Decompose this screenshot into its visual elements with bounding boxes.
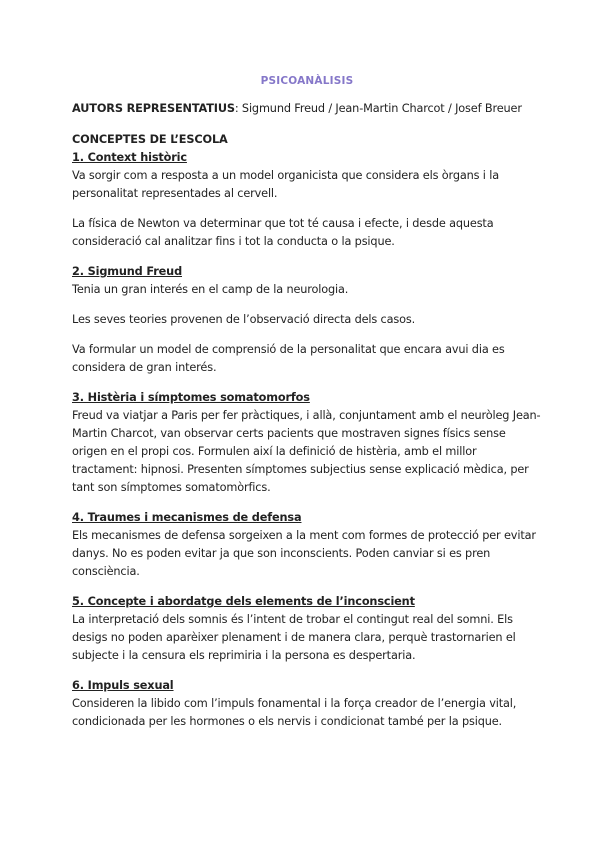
section-paragraph: Consideren la libido com l’impuls fonamental i la força creador de l’energia vital, condicionada per les hormones o els nervis i condicionat també per la psique.	[72, 697, 517, 728]
section-title-freud: 2. Sigmund Freud	[72, 265, 183, 278]
concepts-heading: CONCEPTES DE L’ESCOLA	[72, 133, 228, 146]
authors-line	[72, 100, 542, 118]
section-title-trauma: 4. Traumes i mecanismes de defensa	[72, 511, 302, 524]
section-title-sexual-impulse: 6. Impuls sexual	[72, 679, 174, 692]
section-paragraph: Els mecanismes de defensa sorgeixen a la ment com formes de protecció per evitar danys. No es poden evitar ja que son inconscients. Poden canviar si es pren consciència.	[72, 529, 536, 578]
section-paragraph: Va formular un model de comprensió de la personalitat que encara avui dia es considera de gran interés.	[72, 343, 505, 374]
section-title-unconscious: 5. Concepte i abordatge dels elements de l’inconscient	[72, 595, 415, 608]
section-paragraph: Tenia un gran interés en el camp de la neurologia.	[72, 283, 349, 296]
section-title-context: 1. Context històric	[72, 151, 187, 164]
section-paragraph: Les seves teories provenen de l’observació directa dels casos.	[72, 313, 416, 326]
document-title: PSICOANÀLISIS	[260, 75, 354, 87]
section-paragraph: Va sorgir com a resposta a un model organicista que considera els òrgans i la personalitat representades al cervell.	[72, 169, 499, 200]
authors-separator: :	[234, 102, 239, 115]
section-paragraph: La interpretació dels somnis és l’intent de trobar el contingut real del somni. Els desigs no poden aparèixer plenament i de manera clara, perquè trastornarien el subjecte i la censura els reprimiria i la persona es despertaria.	[72, 613, 516, 662]
authors-names: Sigmund Freud / Jean-Martin Charcot / Josef Breuer	[238, 102, 522, 115]
document-page	[72, 72, 542, 731]
section-title-hysteria: 3. Histèria i símptomes somatomorfos	[72, 391, 310, 404]
section-paragraph: La física de Newton va determinar que tot té causa i efecte, i desde aquesta consideració cal analitzar fins i tot la conducta o la psique.	[72, 217, 494, 248]
authors-label: AUTORS REPRESENTATIUS	[72, 102, 235, 115]
section-paragraph: Freud va viatjar a Paris per fer pràctiques, i allà, conjuntament amb el neuròleg Jean-Martin Charcot, van observar certs pacients que mostraven signes físics sense origen en el propi cos. Formulen així la definició de histèria, amb el millor tractament: hipnosi. Presenten símptomes subjectius sense explicació mèdica, per tant son símptomes somatomòrfics.	[72, 409, 541, 494]
